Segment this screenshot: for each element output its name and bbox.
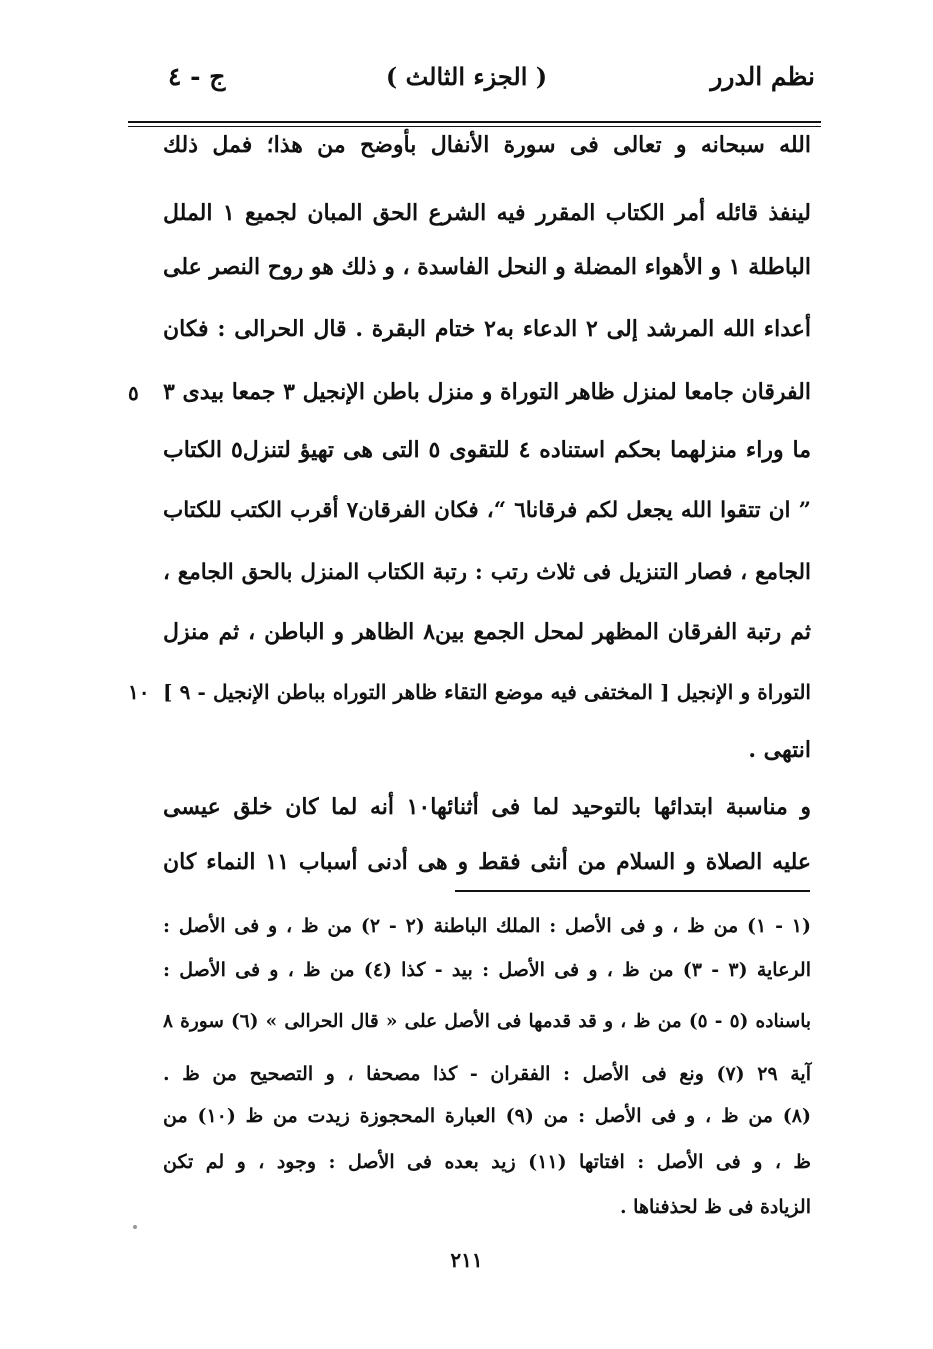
paper-speck [133,1225,137,1229]
footnote-line: الزيادة فى ظ لحذفناها . [619,1196,811,1218]
page-number: ٢١١ [450,1248,483,1272]
header-rule [128,121,821,123]
header-rule-thin [128,126,821,127]
line-number-5: ٥ [128,381,139,405]
body-line: الجامع ، فصار التنزيل فى ثلاث رتب : رتبة الكتاب المنزل بالحق الجامع ، [163,560,811,585]
body-line: الباطلة ١ و الأهواء المضلة و النحل الفاسدة ، و ذلك هو روح النصر على [163,254,811,280]
body-line: التوراة و الإنجيل [ المختفى فيه موضع التقاء ظاهر التوراه بباطن الإنجيل - ٩ ] [163,680,811,704]
footnote-line: باسناده (٥ - ٥) من ظ ، و قد قدمها فى الأصل على « قال الحرالى » (٦) سورة ٨ [163,1011,811,1032]
footnote-line: آية ٢٩ (٧) ونع فى الأصل : الفقران - كذا مصحفا ، و التصحيح من ظ . [163,1063,811,1085]
volume-label: ج - ٤ [168,62,226,91]
footnote-line: الرعاية (٣ - ٣) من ظ ، و فى الأصل : بيد - كذا (٤) من ظ ، و فى الأصل : [163,959,811,981]
body-line: عليه الصلاة و السلام من أنثى فقط و هى أدنى أسباب ١١ النماء كان [163,849,811,875]
footnote-line: ظ ، و فى الأصل : افتاتها (١١) زيد بعده فى الأصل : وجود ، و لم تكن [163,1151,811,1173]
body-line: أعداء الله المرشد إلى ٢ الدعاء به٢ ختام البقرة . قال الحرالى : فكان [163,316,811,342]
body-line: ” ان تتقوا الله يجعل لكم فرقانا٦ “، فكان الفرقان٧ أقرب الكتب للكتاب [163,498,811,523]
running-title: نظم الدرر [710,62,815,91]
body-line: و مناسبة ابتدائها بالتوحيد لما فى أثنائها١٠ أنه لما كان خلق عيسى [163,794,811,820]
part-title: ( الجزء الثالث ) [385,62,548,91]
body-line: الله سبحانه و تعالى فى سورة الأنفال بأوضح من هذا؛ فمل ذلك [163,132,811,158]
body-line: لينفذ قائله أمر الكتاب المقرر فيه الشرع الحق المبان لجميع ١ الملل [163,200,811,226]
footnote-line: (٨) من ظ ، و فى الأصل : من (٩) العبارة المحجوزة زيدت من ظ (١٠) من [163,1105,811,1127]
body-line: الفرقان جامعا لمنزل ظاهر التوراة و منزل باطن الإنجيل ٣ جمعا بيدى ٣ [163,379,811,405]
body-line: ما وراء منزلهما بحكم استناده ٤ للتقوى ٥ التى هى تهيؤ لتنزل٥ الكتاب [163,437,811,463]
line-number-10: ١٠ [128,680,150,704]
body-line: ثم رتبة الفرقان المظهر لمحل الجمع بين٨ الظاهر و الباطن ، ثم منزل [163,619,811,645]
footnote-line: (١ - ١) من ظ ، و فى الأصل : الملك الباطنة (٢ - ٢) من ظ ، و فى الأصل : [163,915,811,937]
body-line: انتهى . [748,737,811,763]
footnote-rule [455,890,810,892]
